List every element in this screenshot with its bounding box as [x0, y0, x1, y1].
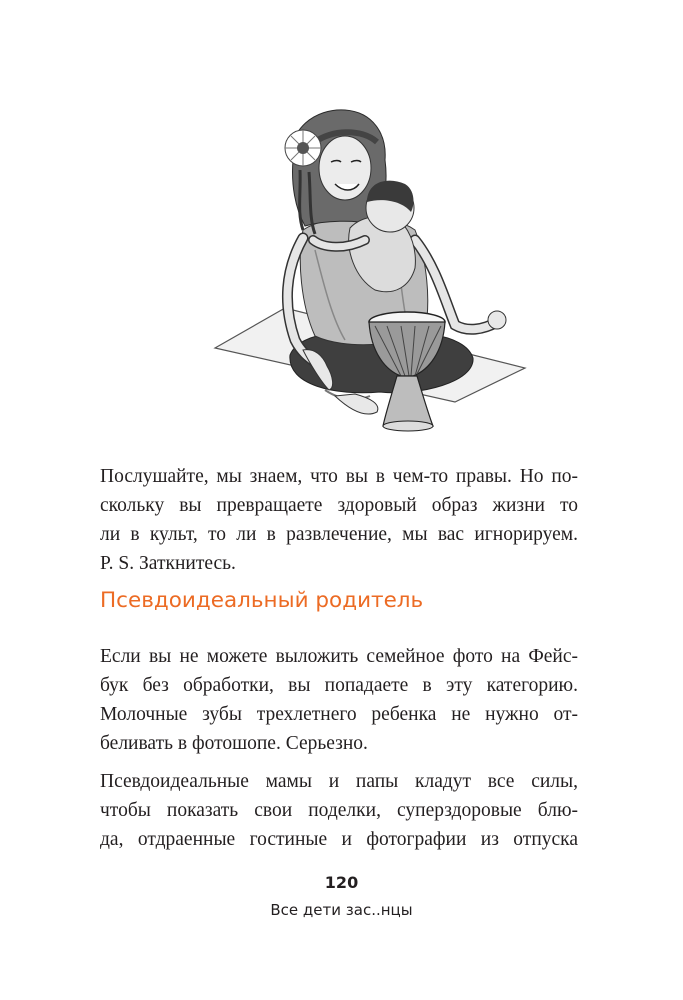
- body-paragraph: [100, 642, 578, 758]
- paragraph-line: P. S. Заткнитесь.: [100, 553, 236, 574]
- paragraph-line: беливать в фотошопе. Серьезно.: [100, 733, 368, 754]
- paragraph-line: Послушайте, мы знаем, что вы в чем-то правы. Но по-: [100, 466, 578, 487]
- page-number: 120: [324, 873, 359, 892]
- paragraph-line: Молочные зубы трехлетнего ребенка не нужно от-: [100, 704, 578, 725]
- mother-right-hand: [488, 311, 506, 329]
- mother-child-drum-illustration: [205, 100, 535, 440]
- paragraph-line: ли в культ, то ли в развлечение, мы вас игнорируем.: [100, 524, 578, 545]
- mother-foot: [335, 394, 378, 414]
- paragraph-line: Если вы не можете выложить семейное фото на Фейс-: [100, 646, 578, 667]
- paragraph-line: да, отдраенные гостиные и фотографии из отпуска: [100, 829, 578, 850]
- flower-icon: [285, 130, 321, 166]
- section-heading: Псевдоидеальный родитель: [100, 588, 424, 613]
- paragraph-line: Псевдоидеальные мамы и папы кладут все силы,: [100, 771, 578, 792]
- intro-paragraph: [100, 462, 578, 578]
- paragraph-line: чтобы показать свои поделки, суперздоровые блю-: [100, 800, 578, 821]
- running-footer-title: Все дети зас..нцы: [270, 901, 413, 919]
- paragraph-line: скольку вы превращаете здоровый образ жизни то: [100, 495, 578, 516]
- paragraph-line: бук без обработки, вы попадаете в эту категорию.: [100, 675, 578, 696]
- body-paragraph: [100, 767, 578, 854]
